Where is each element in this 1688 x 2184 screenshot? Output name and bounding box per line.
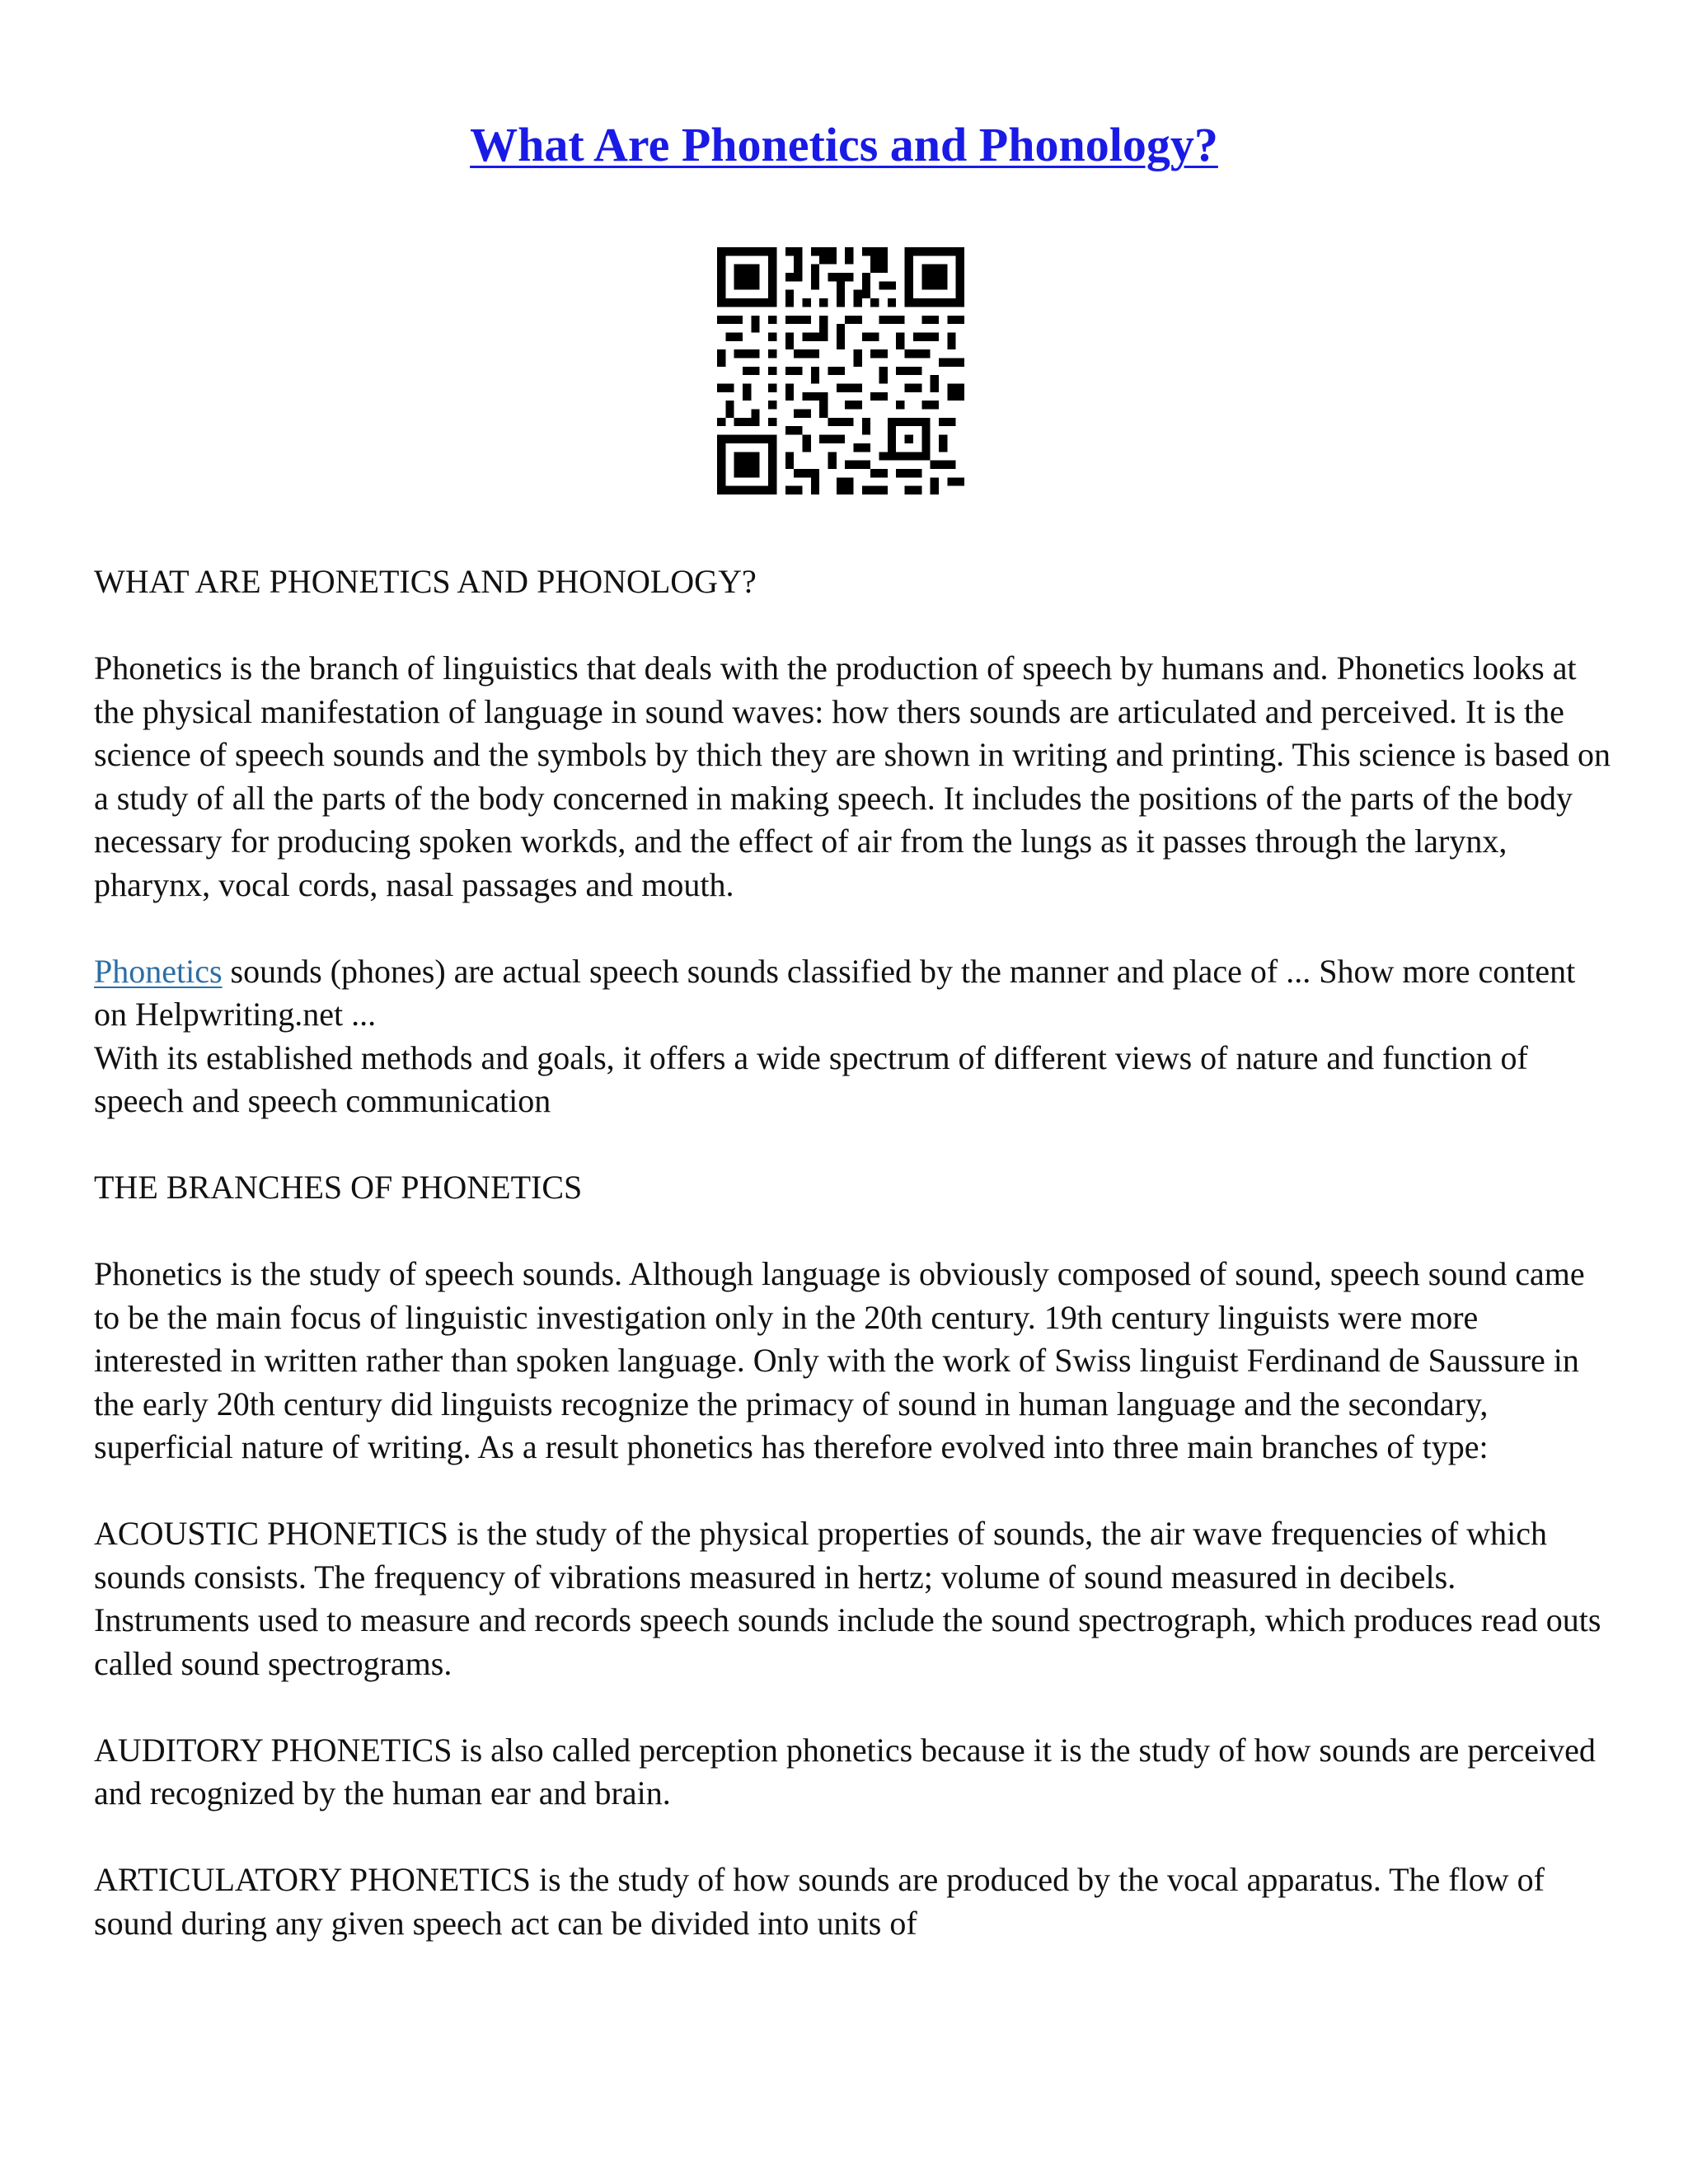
qr-code-icon <box>717 247 964 494</box>
paragraph-phones <box>94 950 1611 1037</box>
article-body <box>94 560 1611 1945</box>
paragraph-auditory: AUDITORY PHONETICS is also called perception phonetics because it is the study of how sounds are perceived and recognized by the human ear and brain. <box>94 1731 1596 1811</box>
phonetics-link[interactable]: Phonetics <box>94 952 223 990</box>
section-heading-main: WHAT ARE PHONETICS AND PHONOLOGY? <box>94 563 757 600</box>
paragraph-phones-text: sounds (phones) are actual speech sounds classified by the manner and place of ... Show more content on Helpwriting.net ... <box>94 952 1576 1033</box>
paragraph-articulatory: ARTICULATORY PHONETICS is the study of how sounds are produced by the vocal apparatus. The flow of sound during any given speech act can be divided into units of <box>94 1861 1545 1942</box>
paragraph-intro: Phonetics is the branch of linguistics that deals with the production of speech by humans and. Phonetics looks at the physical manifestation of language in sound waves: how thers sounds are articulated and perceived. It is the science of speech sounds and the symbols by thich they are shown in writing and printing. This science is based on a study of all the parts of the body concerned in making speech. It includes the positions of the parts of the body necessary for producing spoken workds, and the effect of air from the lungs as it passes through the larynx, pharynx, vocal cords, nasal passages and mouth. <box>94 649 1611 903</box>
section-heading-branches: THE BRANCHES OF PHONETICS <box>94 1169 583 1206</box>
title-heading <box>0 115 1688 175</box>
paragraph-history: Phonetics is the study of speech sounds. Although language is obviously composed of sound, speech sound came to be the main focus of linguistic investigation only in the 20th century. 19th century linguists were more interested in written rather than spoken language. Only with the work of Swiss linguist Ferdinand de Saussure in the early 20th century did linguists recognize the primacy of sound in human language and the secondary, superficial nature of writing. As a result phonetics has therefore evolved into three main branches of type: <box>94 1255 1585 1465</box>
title-link[interactable]: What Are Phonetics and Phonology? <box>470 118 1218 171</box>
paragraph-acoustic: ACOUSTIC PHONETICS is the study of the physical properties of sounds, the air wave frequencies of which sounds consists. The frequency of vibrations measured in hertz; volume of sound measured in decibels. Instruments used to measure and records speech sounds include the sound spectrograph, which produces read outs called sound spectrograms. <box>94 1515 1601 1682</box>
paragraph-methods: With its established methods and goals, it offers a wide spectrum of different views of nature and function of speech and speech communication <box>94 1038 1528 1119</box>
